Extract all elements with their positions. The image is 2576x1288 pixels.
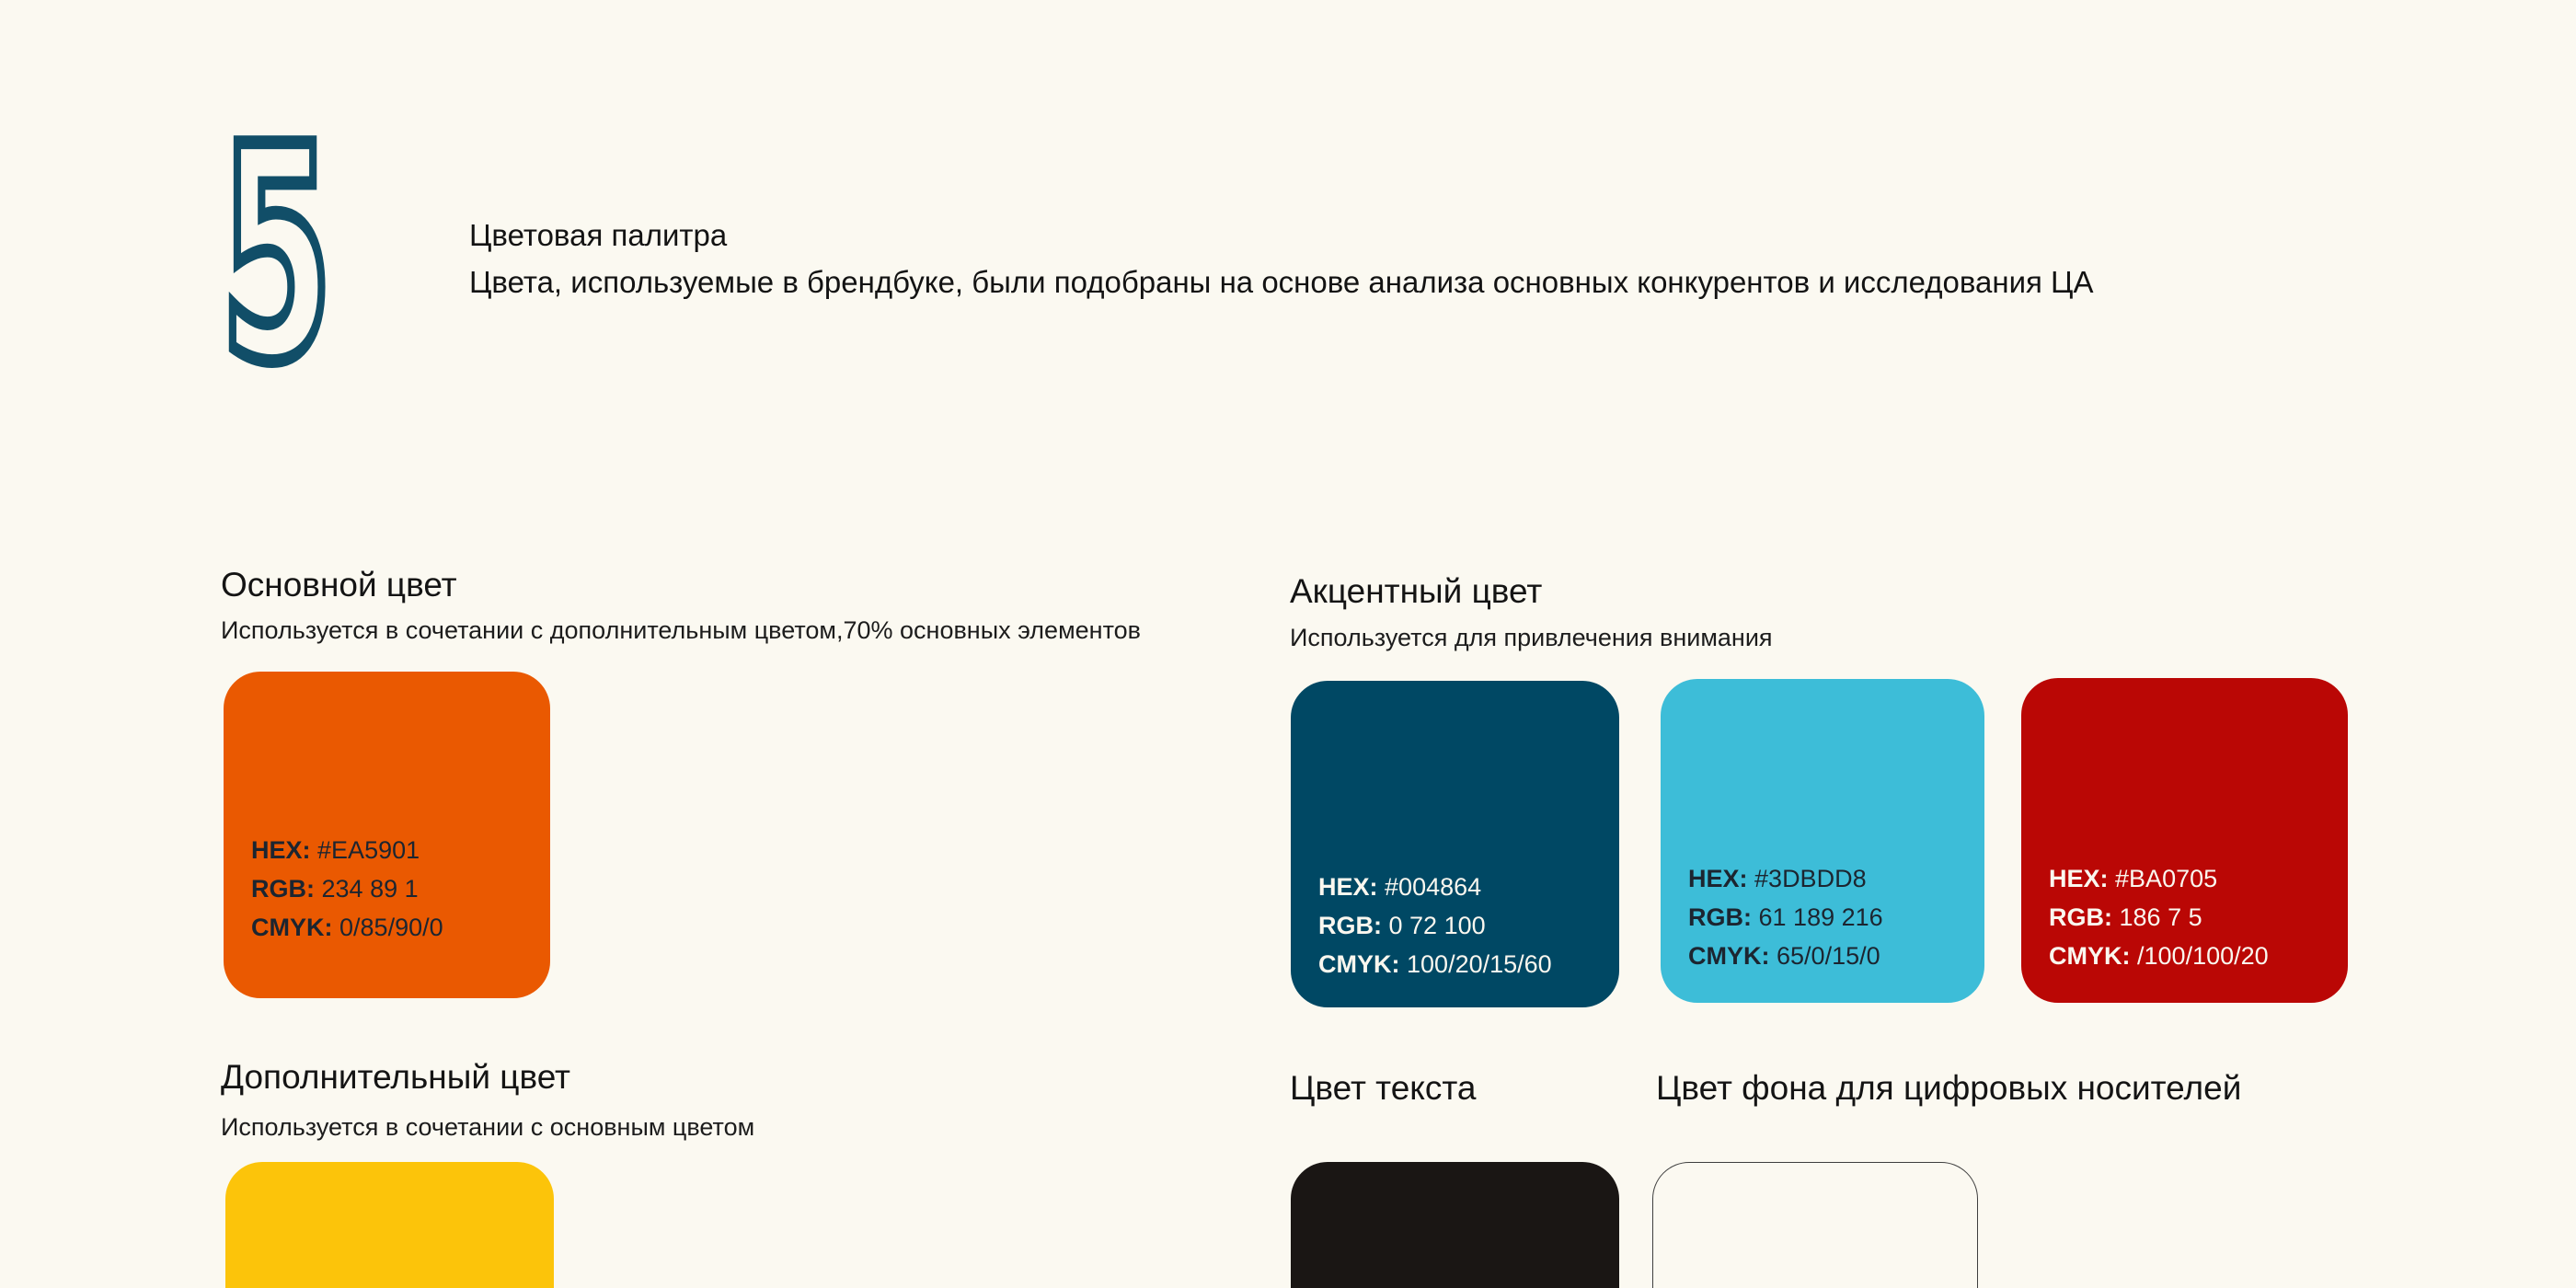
- hex-row: [1688, 859, 1973, 898]
- hex-row: [251, 831, 539, 869]
- accent-color-swatch-cyan: [1661, 679, 1984, 1003]
- hex-label: HEX:: [251, 836, 311, 864]
- secondary-color-description: Используется в сочетании с основным цветом: [221, 1113, 755, 1141]
- accent-color-heading: Акцентный цвет: [1290, 572, 1543, 610]
- hex-label: HEX:: [1318, 873, 1378, 901]
- primary-color-description: Используется в сочетании с дополнительным цветом,70% основных элементов: [221, 616, 1141, 644]
- swatch-color-codes: [1318, 868, 1608, 983]
- accent-color-description: Используется для привлечения внимания: [1290, 624, 1773, 651]
- rgb-value: 0 72 100: [1388, 912, 1486, 939]
- secondary-color-heading: Дополнительный цвет: [221, 1058, 570, 1096]
- text-color-swatch-black: [1291, 1162, 1619, 1288]
- hex-row: [2049, 859, 2337, 898]
- cmyk-value: 0/85/90/0: [339, 914, 443, 941]
- page-number: 5: [220, 83, 333, 427]
- cmyk-row: [1318, 945, 1608, 983]
- swatch-color-codes: [2049, 859, 2337, 975]
- text-color-heading: Цвет текста: [1290, 1069, 1477, 1107]
- swatch-color-codes: [1688, 859, 1973, 975]
- primary-color-swatch: [224, 672, 550, 998]
- rgb-label: RGB:: [251, 875, 315, 903]
- rgb-value: 186 7 5: [2119, 903, 2202, 931]
- cmyk-value: /100/100/20: [2137, 942, 2269, 970]
- cmyk-value: 100/20/15/60: [1407, 950, 1552, 978]
- secondary-color-swatch-yellow: [225, 1162, 554, 1288]
- cmyk-row: [2049, 937, 2337, 975]
- rgb-value: 61 189 216: [1758, 903, 1883, 931]
- swatch-color-codes: [251, 831, 539, 947]
- hex-value: #BA0705: [2115, 865, 2218, 892]
- cmyk-row: [251, 908, 539, 947]
- hex-label: HEX:: [1688, 865, 1748, 892]
- cmyk-label: CMYK:: [1318, 950, 1400, 978]
- hex-value: #3DBDD8: [1754, 865, 1867, 892]
- cmyk-label: CMYK:: [2049, 942, 2131, 970]
- digital-background-heading: Цвет фона для цифровых носителей: [1656, 1069, 2242, 1107]
- page-number-figure: [217, 83, 337, 427]
- accent-color-swatch-blue: [1291, 681, 1619, 1007]
- page-title: Цветовая палитра: [469, 218, 728, 252]
- primary-color-heading: Основной цвет: [221, 566, 457, 604]
- hex-value: #EA5901: [317, 836, 420, 864]
- hex-row: [1318, 868, 1608, 906]
- rgb-value: 234 89 1: [321, 875, 419, 903]
- page-subtitle: Цвета, используемые в брендбуке, были подобраны на основе анализа основных конкурентов и исследования ЦА: [469, 265, 2094, 299]
- hex-label: HEX:: [2049, 865, 2109, 892]
- digital-background-swatch-white: [1652, 1162, 1978, 1288]
- cmyk-value: 65/0/15/0: [1777, 942, 1880, 970]
- rgb-label: RGB:: [2049, 903, 2112, 931]
- rgb-row: [1688, 898, 1973, 937]
- cmyk-row: [1688, 937, 1973, 975]
- rgb-label: RGB:: [1688, 903, 1752, 931]
- rgb-row: [2049, 898, 2337, 937]
- cmyk-label: CMYK:: [1688, 942, 1770, 970]
- cmyk-label: CMYK:: [251, 914, 333, 941]
- header-text-block: [469, 212, 2093, 305]
- hex-value: #004864: [1385, 873, 1482, 901]
- rgb-row: [251, 869, 539, 908]
- rgb-label: RGB:: [1318, 912, 1382, 939]
- accent-color-swatch-red: [2021, 678, 2348, 1003]
- big-number-5-outline-icon: [217, 83, 337, 427]
- rgb-row: [1318, 906, 1608, 945]
